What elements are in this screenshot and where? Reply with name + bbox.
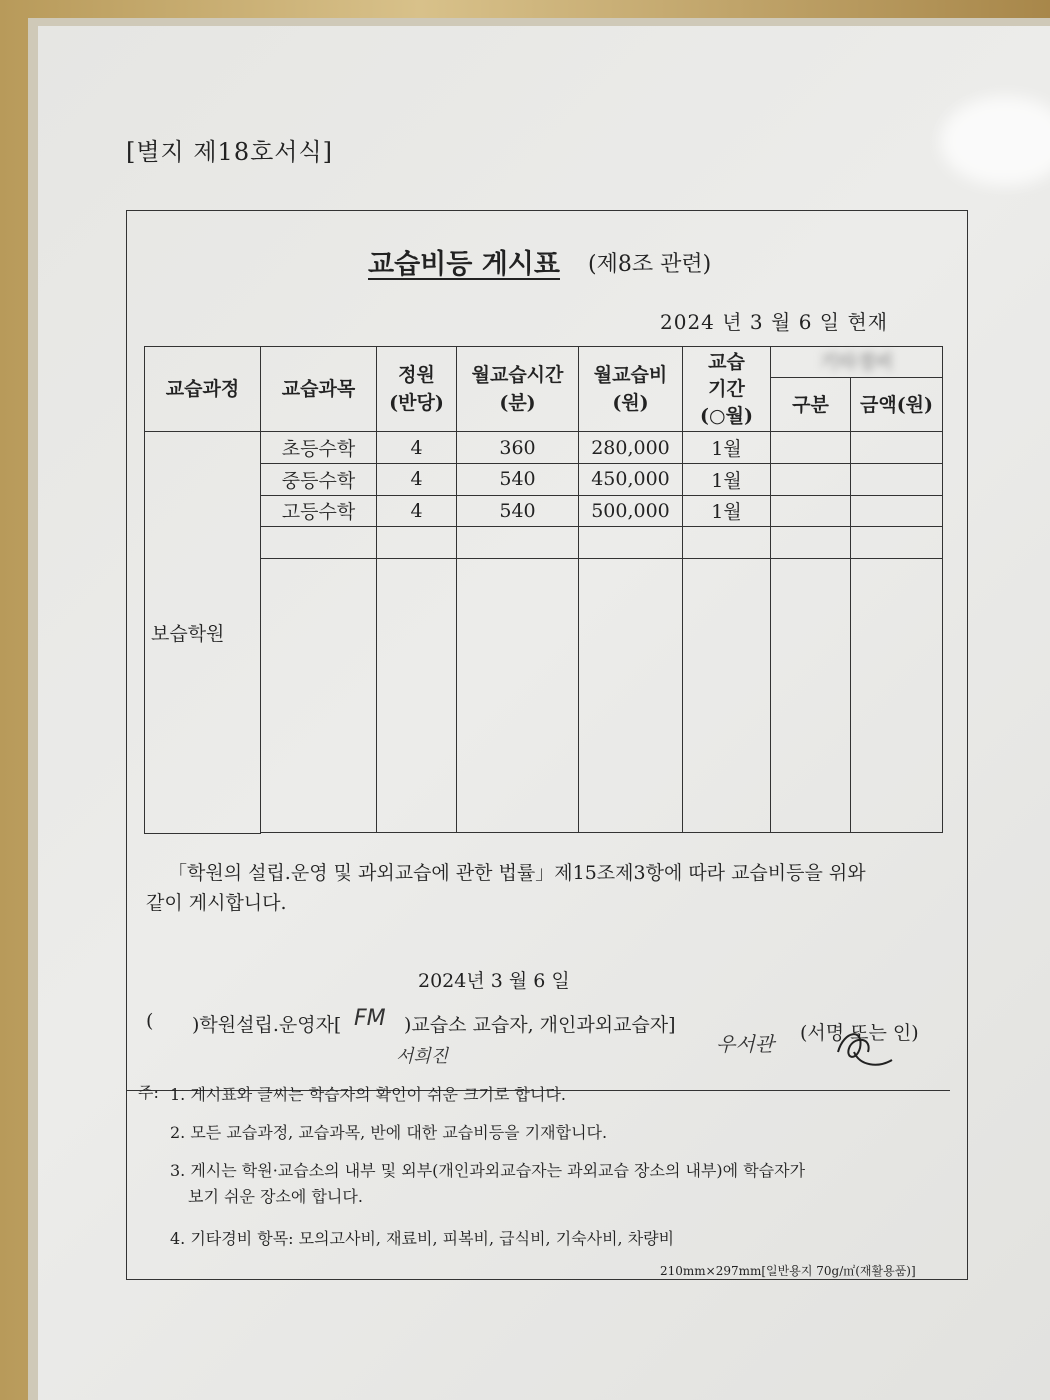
header-category: 구분 bbox=[771, 377, 851, 432]
row2-minutes: 540 bbox=[457, 464, 579, 496]
paper-spec: 210mm×297mm[일반용지 70g/㎡(재활용품)] bbox=[660, 1264, 916, 1278]
row5-subject bbox=[261, 558, 377, 833]
row4-period bbox=[683, 527, 771, 559]
note-3b: 보기 쉬운 장소에 합니다. bbox=[188, 1187, 363, 1206]
row2-capacity: 4 bbox=[377, 464, 457, 496]
header-amount: 금액(원) bbox=[851, 377, 943, 432]
handwritten-name-2: 서희진 bbox=[396, 1046, 449, 1067]
header-period: 교습 기간 (○월) bbox=[683, 347, 771, 432]
row5-fee bbox=[579, 558, 683, 833]
row4-subject bbox=[261, 527, 377, 559]
sign-date: 2024년 3 월 6 일 bbox=[418, 970, 570, 992]
glass-glare bbox=[940, 96, 1050, 186]
row2-subject: 중등수학 bbox=[261, 464, 377, 496]
row5-capacity bbox=[377, 558, 457, 833]
notice-line-1: 「학원의 설립.운영 및 과외교습에 관한 법률」제15조제3항에 따라 교습비등을 위와 bbox=[168, 862, 866, 884]
document-title-sub: (제8조 관련) bbox=[588, 252, 712, 277]
row3-subject: 고등수학 bbox=[261, 495, 377, 527]
row1-fee: 280,000 bbox=[579, 432, 683, 464]
row2-category bbox=[771, 464, 851, 496]
header-other-expenses: 기타경비 bbox=[771, 347, 943, 378]
handwritten-name-1: 우서관 bbox=[716, 1032, 774, 1056]
row2-amount bbox=[851, 464, 943, 496]
fee-table bbox=[144, 346, 943, 834]
header-subject: 교습과목 bbox=[261, 347, 377, 432]
handwritten-signature bbox=[830, 1022, 900, 1074]
handwritten-mark: FM bbox=[354, 1006, 386, 1031]
notice-line-2: 같이 게시합니다. bbox=[146, 892, 287, 914]
row1-capacity: 4 bbox=[377, 432, 457, 464]
row1-minutes: 360 bbox=[457, 432, 579, 464]
row3-period: 1월 bbox=[683, 495, 771, 527]
row3-capacity: 4 bbox=[377, 495, 457, 527]
row3-minutes: 540 bbox=[457, 495, 579, 527]
header-monthly-minutes: 월교습시간 (분) bbox=[457, 347, 579, 432]
row1-amount bbox=[851, 432, 943, 464]
row4-category bbox=[771, 527, 851, 559]
row4-amount bbox=[851, 527, 943, 559]
sign-owner-label: )학원설립.운영자[ bbox=[192, 1014, 342, 1036]
header-capacity: 정원 (반당) bbox=[377, 347, 457, 432]
course-name-cell: 보습학원 bbox=[145, 432, 261, 834]
sign-seal-label: (서명 또는 인) bbox=[800, 1022, 919, 1044]
form-number-label: [별지 제18호서식] bbox=[126, 138, 333, 166]
note-3a: 3. 게시는 학원·교습소의 내부 및 외부(개인과외교습자는 과외교습 장소의 내부)에 학습자가 bbox=[170, 1161, 806, 1180]
notes-label: 주: bbox=[138, 1083, 159, 1102]
row1-period: 1월 bbox=[683, 432, 771, 464]
sign-paren-open: ( bbox=[146, 1010, 154, 1032]
row5-minutes bbox=[457, 558, 579, 833]
document-title: 교습비등 게시표 bbox=[368, 249, 560, 280]
row4-minutes bbox=[457, 527, 579, 559]
current-date: 2024 년 3 월 6 일 현재 bbox=[660, 310, 889, 334]
row5-period bbox=[683, 558, 771, 833]
row4-capacity bbox=[377, 527, 457, 559]
row5-category bbox=[771, 558, 851, 833]
sign-tutor-label: )교습소 교습자, 개인과외교습자] bbox=[404, 1014, 676, 1036]
note-4: 4. 기타경비 항목: 모의고사비, 재료비, 피복비, 급식비, 기숙사비, 차량비 bbox=[170, 1229, 675, 1248]
row3-category bbox=[771, 495, 851, 527]
row2-period: 1월 bbox=[683, 464, 771, 496]
row3-amount bbox=[851, 495, 943, 527]
row1-category bbox=[771, 432, 851, 464]
row4-fee bbox=[579, 527, 683, 559]
note-2: 2. 모든 교습과정, 교습과목, 반에 대한 교습비등을 기재합니다. bbox=[170, 1123, 608, 1142]
note-1: 1. 게시표와 글씨는 학습자의 확인이 쉬운 크기로 합니다. bbox=[170, 1085, 566, 1104]
row1-subject: 초등수학 bbox=[261, 432, 377, 464]
header-course: 교습과정 bbox=[145, 347, 261, 432]
row3-fee: 500,000 bbox=[579, 495, 683, 527]
row5-amount bbox=[851, 558, 943, 833]
header-monthly-fee: 월교습비 (원) bbox=[579, 347, 683, 432]
row2-fee: 450,000 bbox=[579, 464, 683, 496]
table-filler bbox=[261, 833, 943, 834]
